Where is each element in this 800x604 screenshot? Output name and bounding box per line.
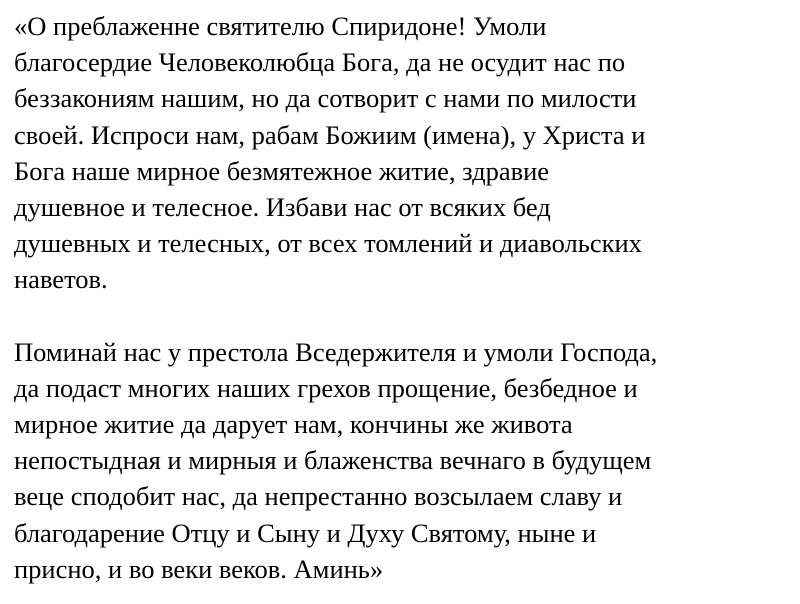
text-line: да подаст многих наших грехов прощение, безбедное и: [14, 372, 638, 403]
text-line: благодарение Отцу и Сыну и Духу Святому, ныне и: [14, 517, 597, 548]
text-line: Бога наше мирное безмятежное житие, здравие: [14, 155, 550, 186]
text-line: веце сподобит нас, да непрестанно возсылаем славу и: [14, 481, 623, 512]
text-line: беззакониям нашим, но да сотворит с нами по милости: [14, 83, 637, 114]
prayer-text: [14, 8, 794, 587]
text-line: «О преблаженне святителю Спиридоне! Умоли: [14, 11, 547, 41]
text-line: присно, и во веки веков. Аминь»: [14, 553, 384, 584]
text-line: своей. Испроси нам, рабам Божиим (имена), у Христа и: [14, 119, 646, 150]
text-line: непостыдная и мирныя и блаженства вечнаго в будущем: [14, 445, 652, 476]
text-line: душевных и телесных, от всех томлений и диавольских: [14, 228, 642, 259]
paragraph-1: [14, 8, 794, 298]
paragraph-2: [14, 334, 794, 587]
text-line: мирное житие да дарует нам, кончины же живота: [14, 409, 573, 440]
text-line: благосердие Человеколюбца Бога, да не осудит нас по: [14, 47, 626, 78]
paragraph-gap: [14, 298, 794, 334]
text-line: наветов.: [14, 264, 108, 295]
text-line: душевное и телесное. Избави нас от всяких бед: [14, 191, 551, 222]
text-line: Поминай нас у престола Вседержителя и умоли Господа,: [14, 336, 658, 367]
